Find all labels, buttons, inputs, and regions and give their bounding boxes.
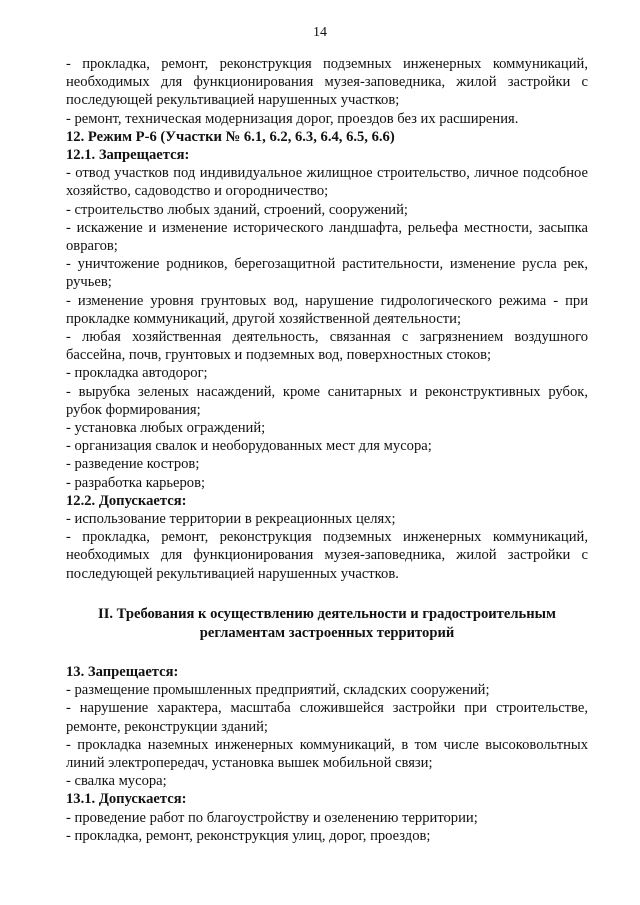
- section-13-1-heading: 13.1. Допускается:: [66, 791, 187, 808]
- list-item: - любая хозяйственная деятельность, связанная с загрязнением воздушного бассейна, почв, грунтовых и подземных вод, поверхностных стоков;: [66, 329, 588, 364]
- list-item: - организация свалок и необорудованных мест для мусора;: [66, 438, 432, 455]
- list-item: - проведение работ по благоустройству и озеленению территории;: [66, 809, 478, 826]
- list-item: - свалка мусора;: [66, 773, 167, 790]
- list-item: - отвод участков под индивидуальное жилищное строительство, личное подсобное хозяйство, садоводство и огородничество;: [66, 165, 588, 200]
- list-item: - строительство любых зданий, строений, сооружений;: [66, 201, 408, 218]
- section-ii-title-line-2: регламентам застроенных территорий: [199, 624, 455, 641]
- section-13-heading: 13. Запрещается:: [66, 663, 179, 680]
- list-item: - прокладка, ремонт, реконструкция улиц, дорог, проездов;: [66, 827, 431, 844]
- list-item: - нарушение характера, масштаба сложившейся застройки при строительстве, ремонте, реконструкции зданий;: [66, 700, 588, 735]
- list-item: - прокладка автодорог;: [66, 365, 208, 382]
- list-item: - искажение и изменение исторического ландшафта, рельефа местности, засыпка оврагов;: [66, 219, 588, 255]
- list-item: - установка любых ограждений;: [66, 420, 266, 437]
- section-ii-title: [66, 605, 588, 643]
- list-item: - использование территории в рекреационных целях;: [66, 511, 396, 528]
- section-ii-title-line-1: II. Требования к осуществлению деятельности и градостроительным: [98, 605, 556, 622]
- list-item: - прокладка наземных инженерных коммуникаций, в том числе высоковольтных линий электропередач, установка вышек мобильной связи;: [66, 736, 588, 771]
- section-12-2-heading: 12.2. Допускается:: [66, 492, 187, 509]
- list-item: - ремонт, техническая модернизация дорог, проездов без их расширения.: [66, 110, 519, 127]
- section-12-heading: 12. Режим Р-6 (Участки № 6.1, 6.2, 6.3, 6.4, 6.5, 6.6): [66, 128, 395, 145]
- list-item: - уничтожение родников, берегозащитной растительности, изменение русла рек, ручьев;: [66, 256, 588, 291]
- list-item: - размещение промышленных предприятий, складских сооружений;: [66, 682, 490, 699]
- list-item: - изменение уровня грунтовых вод, нарушение гидрологического режима - при прокладке коммуникаций, другой хозяйственной деятельности;: [66, 292, 588, 327]
- list-item: - разработка карьеров;: [66, 474, 206, 491]
- document-body: [66, 55, 588, 845]
- section-12-1-heading: 12.1. Запрещается:: [66, 147, 190, 164]
- list-item: - разведение костров;: [66, 456, 200, 473]
- list-item: - прокладка, ремонт, реконструкция подземных инженерных коммуникаций, необходимых для функционирования музея-заповедника, жилой застройки с последующей рекультивацией нарушенных участков.: [66, 529, 588, 582]
- list-item: - вырубка зеленых насаждений, кроме санитарных и реконструктивных рубок, рубок формирования;: [66, 383, 588, 418]
- page-number: 14: [313, 25, 327, 40]
- list-item: - прокладка, ремонт, реконструкция подземных инженерных коммуникаций, необходимых для функционирования музея-заповедника, жилой застройки с последующей рекультивацией нарушенных участков;: [66, 56, 588, 109]
